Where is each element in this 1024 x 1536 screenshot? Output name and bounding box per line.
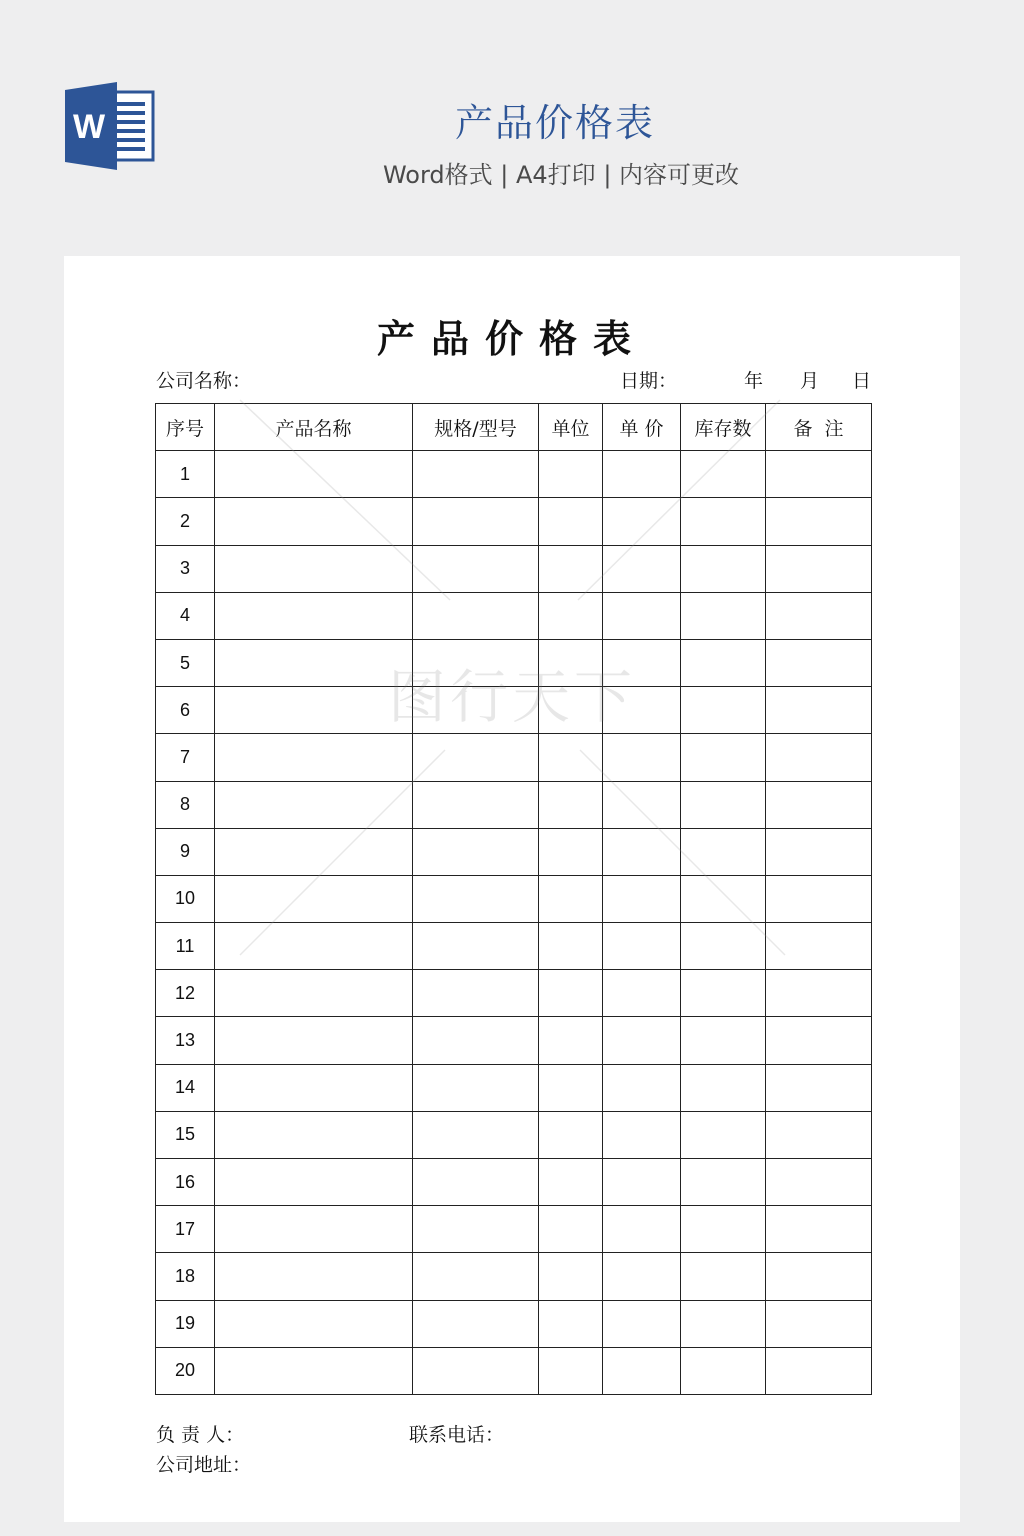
- unit-cell[interactable]: [539, 1206, 603, 1253]
- unit-cell[interactable]: [539, 1017, 603, 1064]
- unit-cell[interactable]: [539, 687, 603, 734]
- product-name-cell[interactable]: [215, 1206, 413, 1253]
- page-subtitle: Word格式 | A4打印 | 内容可更改: [382, 161, 740, 189]
- unit-price-cell[interactable]: [603, 1253, 681, 1300]
- product-name-cell[interactable]: [215, 1017, 413, 1064]
- unit-price-cell[interactable]: [603, 828, 681, 875]
- row-index: 9: [156, 828, 215, 875]
- product-name-cell[interactable]: [215, 498, 413, 545]
- stock-cell[interactable]: [681, 734, 766, 781]
- row-index: 1: [156, 451, 215, 498]
- phone-label: 联系电话：: [409, 1424, 505, 1446]
- table-header-row: [156, 404, 872, 451]
- unit-price-cell[interactable]: [603, 451, 681, 498]
- table-row: [156, 1347, 872, 1394]
- column-header-remarks: 备 注: [766, 404, 872, 451]
- remarks-cell[interactable]: [766, 1017, 872, 1064]
- unit-price-cell[interactable]: [603, 970, 681, 1017]
- unit-cell[interactable]: [539, 451, 603, 498]
- table-row: [156, 1159, 872, 1206]
- remarks-cell[interactable]: [766, 970, 872, 1017]
- spec-model-cell[interactable]: [413, 687, 539, 734]
- remarks-cell[interactable]: [766, 1111, 872, 1158]
- day-label: 日: [852, 370, 872, 392]
- table-row: [156, 498, 872, 545]
- row-index: 19: [156, 1300, 215, 1347]
- spec-model-cell[interactable]: [413, 781, 539, 828]
- unit-price-cell[interactable]: [603, 923, 681, 970]
- remarks-cell[interactable]: [766, 1253, 872, 1300]
- remarks-cell[interactable]: [766, 1300, 872, 1347]
- unit-price-cell[interactable]: [603, 687, 681, 734]
- unit-cell[interactable]: [539, 592, 603, 639]
- unit-cell[interactable]: [539, 639, 603, 686]
- column-header-spec-model: 规格/型号: [413, 404, 539, 451]
- row-index: 14: [156, 1064, 215, 1111]
- unit-price-cell[interactable]: [603, 1064, 681, 1111]
- month-label: 月: [800, 370, 820, 392]
- stock-cell[interactable]: [681, 1206, 766, 1253]
- stock-cell[interactable]: [681, 1300, 766, 1347]
- spec-model-cell[interactable]: [413, 1300, 539, 1347]
- company-name-label: 公司名称：: [156, 370, 252, 392]
- product-name-cell[interactable]: [215, 545, 413, 592]
- remarks-cell[interactable]: [766, 734, 872, 781]
- spec-model-cell[interactable]: [413, 734, 539, 781]
- unit-price-cell[interactable]: [603, 1206, 681, 1253]
- table-row: [156, 1064, 872, 1111]
- column-header-unit-price: 单 价: [603, 404, 681, 451]
- spec-model-cell[interactable]: [413, 1111, 539, 1158]
- row-index: 18: [156, 1253, 215, 1300]
- product-name-cell[interactable]: [215, 1253, 413, 1300]
- unit-cell[interactable]: [539, 498, 603, 545]
- table-row: [156, 592, 872, 639]
- unit-price-cell[interactable]: [603, 1300, 681, 1347]
- column-header-index: 序号: [156, 404, 215, 451]
- unit-price-cell[interactable]: [603, 639, 681, 686]
- page-title: 产品价格表: [454, 101, 655, 145]
- unit-cell[interactable]: [539, 875, 603, 922]
- stock-cell[interactable]: [681, 1111, 766, 1158]
- row-index: 12: [156, 970, 215, 1017]
- stock-cell[interactable]: [681, 781, 766, 828]
- spec-model-cell[interactable]: [413, 498, 539, 545]
- product-name-cell[interactable]: [215, 592, 413, 639]
- stock-cell[interactable]: [681, 875, 766, 922]
- remarks-cell[interactable]: [766, 1064, 872, 1111]
- spec-model-cell[interactable]: [413, 1017, 539, 1064]
- column-header-product-name: 产品名称: [215, 404, 413, 451]
- stock-cell[interactable]: [681, 498, 766, 545]
- remarks-cell[interactable]: [766, 875, 872, 922]
- unit-price-cell[interactable]: [603, 1159, 681, 1206]
- table-row: [156, 970, 872, 1017]
- product-name-cell[interactable]: [215, 875, 413, 922]
- spec-model-cell[interactable]: [413, 1159, 539, 1206]
- remarks-cell[interactable]: [766, 592, 872, 639]
- remarks-cell[interactable]: [766, 498, 872, 545]
- stock-cell[interactable]: [681, 687, 766, 734]
- stock-cell[interactable]: [681, 451, 766, 498]
- unit-price-cell[interactable]: [603, 875, 681, 922]
- unit-price-cell[interactable]: [603, 1017, 681, 1064]
- stock-cell[interactable]: [681, 923, 766, 970]
- table-row: [156, 687, 872, 734]
- row-index: 13: [156, 1017, 215, 1064]
- spec-model-cell[interactable]: [413, 970, 539, 1017]
- column-header-stock: 库存数: [681, 404, 766, 451]
- price-table: [155, 403, 872, 1395]
- row-index: 7: [156, 734, 215, 781]
- unit-cell[interactable]: [539, 1111, 603, 1158]
- column-header-unit: 单位: [539, 404, 603, 451]
- remarks-cell[interactable]: [766, 545, 872, 592]
- unit-price-cell[interactable]: [603, 734, 681, 781]
- remarks-cell[interactable]: [766, 1206, 872, 1253]
- spec-model-cell[interactable]: [413, 1206, 539, 1253]
- row-index: 8: [156, 781, 215, 828]
- product-name-cell[interactable]: [215, 639, 413, 686]
- spec-model-cell[interactable]: [413, 1347, 539, 1394]
- unit-price-cell[interactable]: [603, 592, 681, 639]
- year-label: 年: [744, 370, 764, 392]
- table-row: [156, 781, 872, 828]
- unit-price-cell[interactable]: [603, 498, 681, 545]
- word-icon-letter: W: [72, 108, 106, 146]
- table-row: [156, 828, 872, 875]
- table-row: [156, 1111, 872, 1158]
- spec-model-cell[interactable]: [413, 592, 539, 639]
- document-title: 产品价格表: [376, 317, 647, 361]
- row-index: 5: [156, 639, 215, 686]
- stock-cell[interactable]: [681, 639, 766, 686]
- row-index: 11: [156, 923, 215, 970]
- product-name-cell[interactable]: [215, 1159, 413, 1206]
- row-index: 3: [156, 545, 215, 592]
- row-index: 17: [156, 1206, 215, 1253]
- remarks-cell[interactable]: [766, 781, 872, 828]
- stock-cell[interactable]: [681, 592, 766, 639]
- spec-model-cell[interactable]: [413, 875, 539, 922]
- product-name-cell[interactable]: [215, 451, 413, 498]
- remarks-cell[interactable]: [766, 1159, 872, 1206]
- product-name-cell[interactable]: [215, 781, 413, 828]
- unit-price-cell[interactable]: [603, 781, 681, 828]
- stock-cell[interactable]: [681, 828, 766, 875]
- unit-price-cell[interactable]: [603, 1111, 681, 1158]
- product-name-cell[interactable]: [215, 687, 413, 734]
- unit-cell[interactable]: [539, 545, 603, 592]
- remarks-cell[interactable]: [766, 923, 872, 970]
- table-row: [156, 875, 872, 922]
- unit-cell[interactable]: [539, 970, 603, 1017]
- unit-cell[interactable]: [539, 1253, 603, 1300]
- row-index: 4: [156, 592, 215, 639]
- unit-cell[interactable]: [539, 1347, 603, 1394]
- stock-cell[interactable]: [681, 1159, 766, 1206]
- table-row: [156, 1206, 872, 1253]
- table-row: [156, 451, 872, 498]
- stock-cell[interactable]: [681, 1347, 766, 1394]
- table-row: [156, 639, 872, 686]
- stock-cell[interactable]: [681, 1064, 766, 1111]
- unit-cell[interactable]: [539, 828, 603, 875]
- row-index: 15: [156, 1111, 215, 1158]
- spec-model-cell[interactable]: [413, 1253, 539, 1300]
- unit-cell[interactable]: [539, 1300, 603, 1347]
- spec-model-cell[interactable]: [413, 545, 539, 592]
- table-body: [156, 451, 872, 1395]
- date-label: 日期：: [620, 370, 678, 392]
- remarks-cell[interactable]: [766, 451, 872, 498]
- spec-model-cell[interactable]: [413, 828, 539, 875]
- remarks-cell[interactable]: [766, 1347, 872, 1394]
- product-name-cell[interactable]: [215, 1347, 413, 1394]
- unit-cell[interactable]: [539, 781, 603, 828]
- product-name-cell[interactable]: [215, 1300, 413, 1347]
- table-row: [156, 1017, 872, 1064]
- row-index: 10: [156, 875, 215, 922]
- unit-cell[interactable]: [539, 923, 603, 970]
- row-index: 16: [156, 1159, 215, 1206]
- product-name-cell[interactable]: [215, 828, 413, 875]
- row-index: 20: [156, 1347, 215, 1394]
- unit-price-cell[interactable]: [603, 545, 681, 592]
- table-row: [156, 734, 872, 781]
- remarks-cell[interactable]: [766, 639, 872, 686]
- table-row: [156, 545, 872, 592]
- table-row: [156, 1300, 872, 1347]
- address-label: 公司地址：: [156, 1454, 252, 1476]
- remarks-cell[interactable]: [766, 828, 872, 875]
- unit-cell[interactable]: [539, 1159, 603, 1206]
- spec-model-cell[interactable]: [413, 1064, 539, 1111]
- stock-cell[interactable]: [681, 970, 766, 1017]
- product-name-cell[interactable]: [215, 1064, 413, 1111]
- spec-model-cell[interactable]: [413, 451, 539, 498]
- product-name-cell[interactable]: [215, 923, 413, 970]
- stock-cell[interactable]: [681, 1017, 766, 1064]
- unit-price-cell[interactable]: [603, 1347, 681, 1394]
- unit-cell[interactable]: [539, 734, 603, 781]
- unit-cell[interactable]: [539, 1064, 603, 1111]
- stock-cell[interactable]: [681, 545, 766, 592]
- product-name-cell[interactable]: [215, 734, 413, 781]
- stock-cell[interactable]: [681, 1253, 766, 1300]
- spec-model-cell[interactable]: [413, 923, 539, 970]
- remarks-cell[interactable]: [766, 687, 872, 734]
- spec-model-cell[interactable]: [413, 639, 539, 686]
- document-sheet: [64, 256, 960, 1522]
- owner-label: 负 责 人：: [156, 1424, 245, 1446]
- table-row: [156, 1253, 872, 1300]
- product-name-cell[interactable]: [215, 1111, 413, 1158]
- product-name-cell[interactable]: [215, 970, 413, 1017]
- row-index: 6: [156, 687, 215, 734]
- table-row: [156, 923, 872, 970]
- row-index: 2: [156, 498, 215, 545]
